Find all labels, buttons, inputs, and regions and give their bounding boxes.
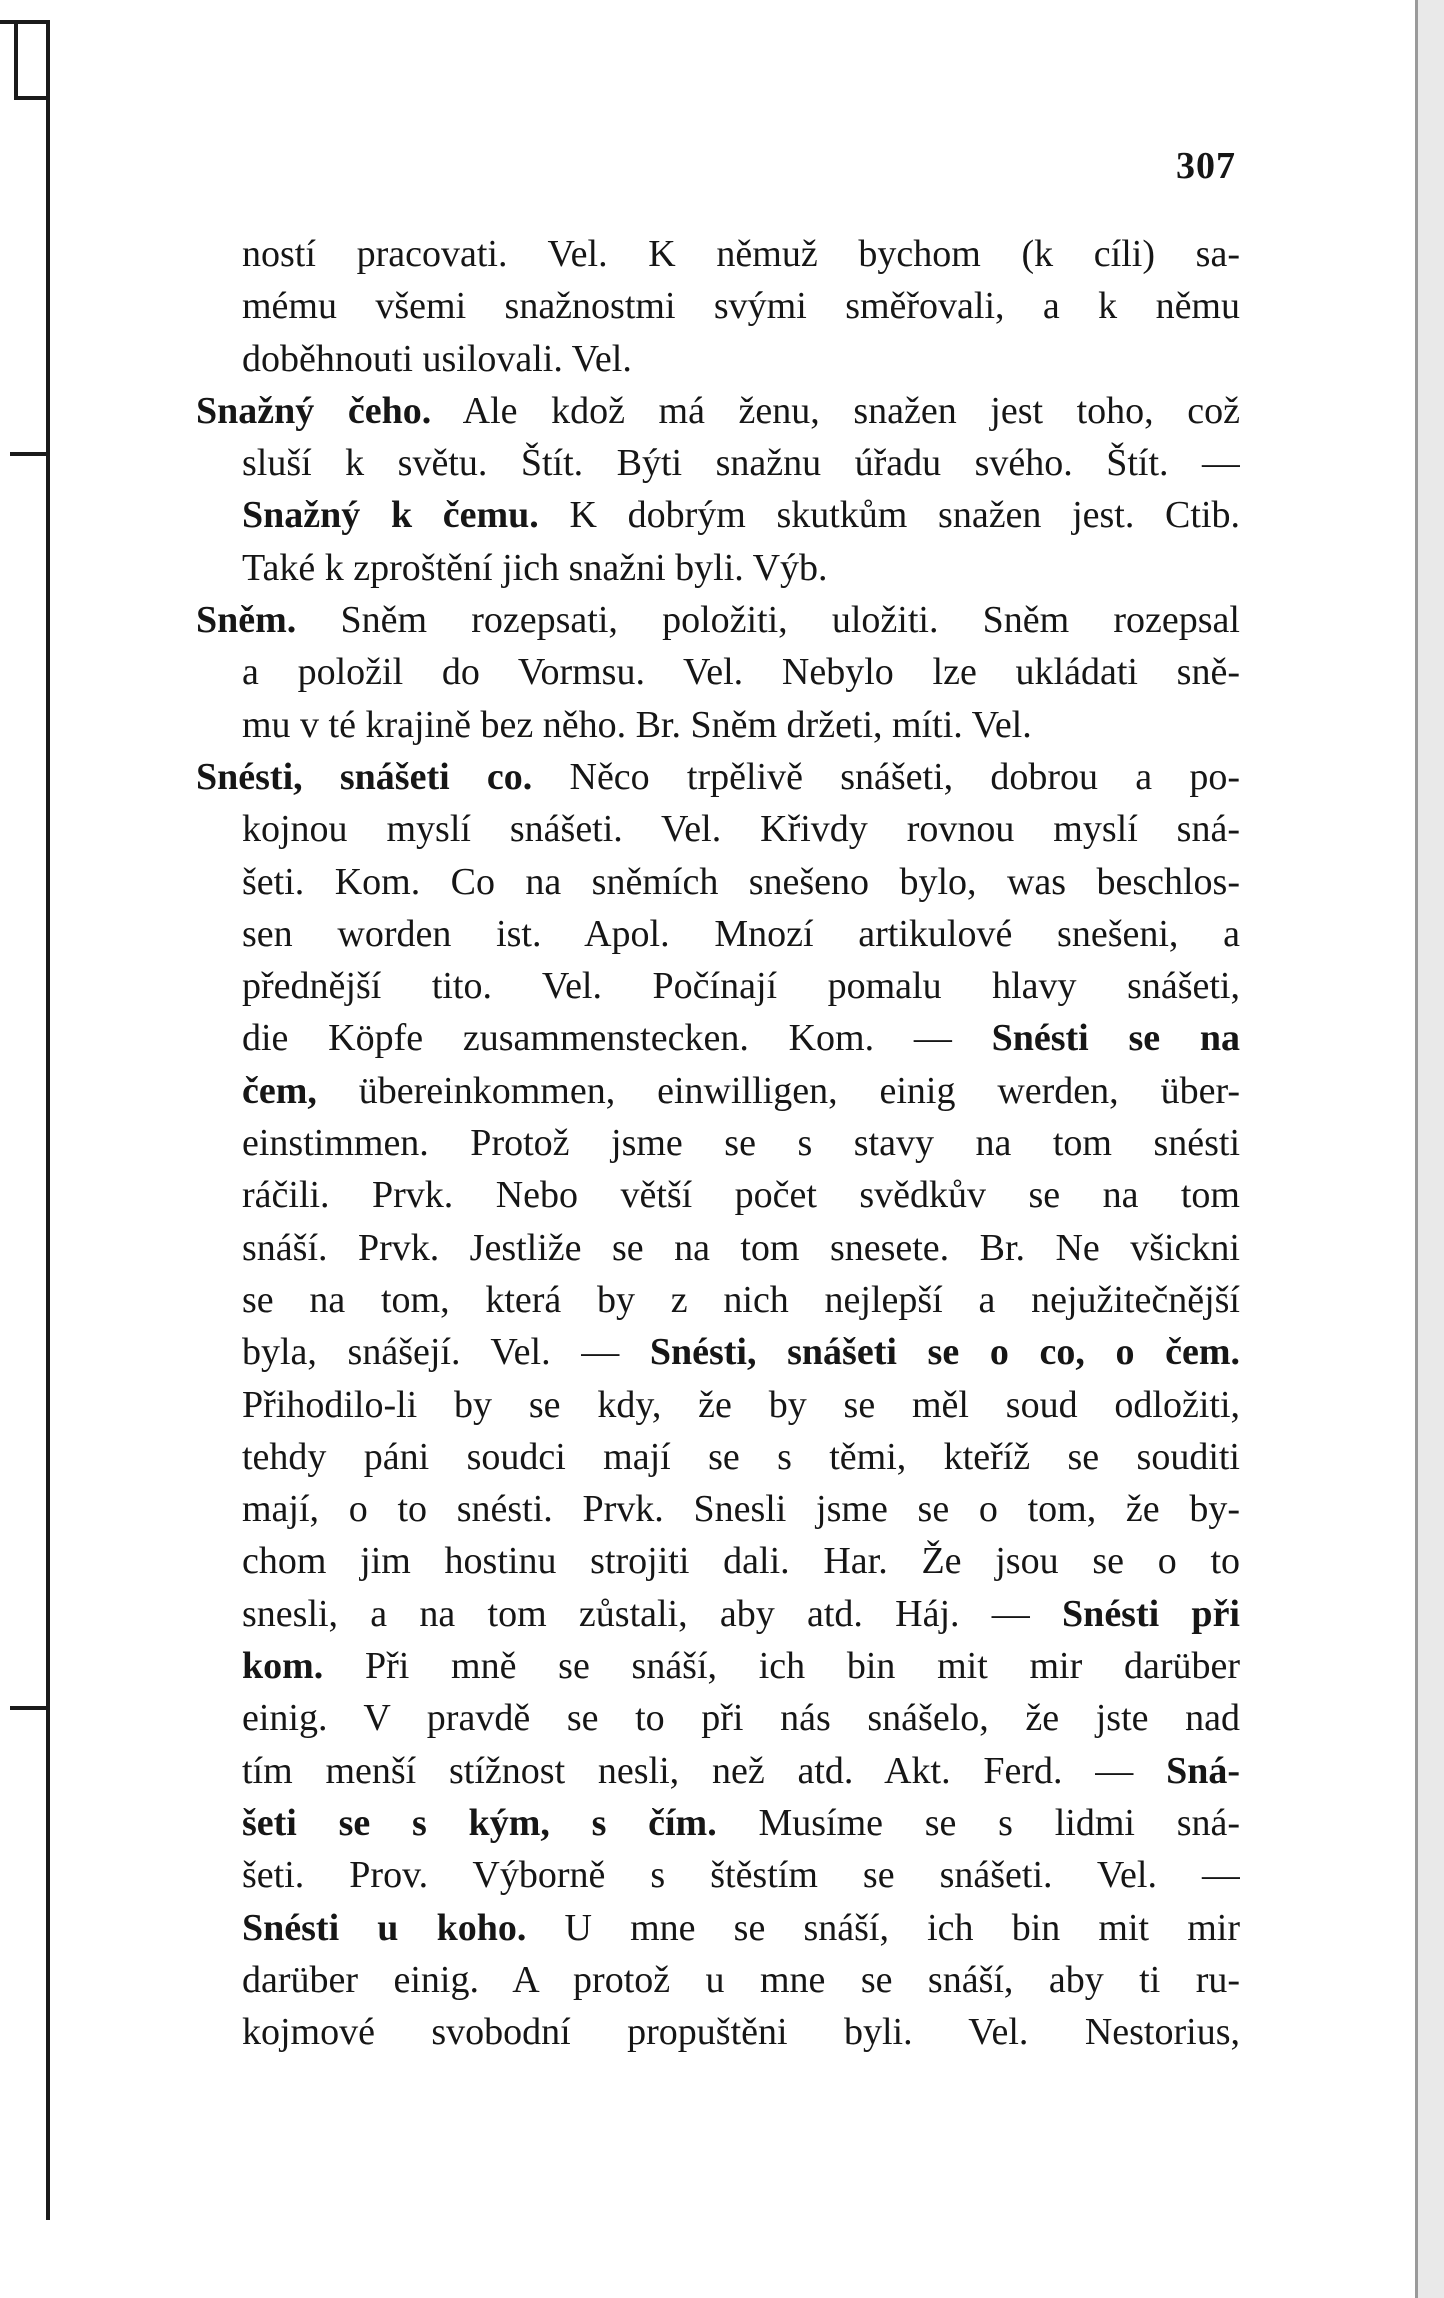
- text-line: [196, 1797, 1240, 1849]
- text-line: [196, 699, 1240, 751]
- text-run: tím menší stížnost nesli, než atd. Akt. Ferd. —: [242, 1749, 1167, 1792]
- text-line: [196, 960, 1240, 1012]
- headword: Snésti u koho.: [242, 1906, 527, 1949]
- scan-edge-mark: [14, 20, 18, 100]
- text-line: [196, 1535, 1240, 1587]
- text-run: darüber einig. A protož u mne se snáší, aby ti ru-: [242, 1958, 1240, 2001]
- headword: Sná-: [1166, 1749, 1240, 1792]
- text-line: [196, 1065, 1240, 1117]
- text-run: přednější tito. Vel. Počínají pomalu hlavy snášeti,: [242, 965, 1240, 1008]
- text-line: [196, 280, 1240, 332]
- text-run: die Köpfe zusammenstecken. Kom. —: [242, 1017, 992, 1060]
- text-line: [196, 333, 1240, 385]
- text-line: [196, 1012, 1240, 1064]
- text-line: [196, 908, 1240, 960]
- text-line: [196, 1849, 1240, 1901]
- text-line: [196, 1692, 1240, 1744]
- text-run: mají, o to snésti. Prvk. Snesli jsme se o tom, že by-: [242, 1488, 1240, 1531]
- text-run: chom jim hostinu strojiti dali. Har. Že jsou se o to: [242, 1540, 1240, 1583]
- scan-right-margin: [1415, 0, 1444, 2298]
- text-line: [196, 437, 1240, 489]
- text-line: [196, 856, 1240, 908]
- text-run: se na tom, která by z nich nejlepší a nejužitečnější: [242, 1278, 1240, 1321]
- headword: čem,: [242, 1069, 317, 1112]
- text-line: [196, 1326, 1240, 1378]
- text-run: sluší k světu. Štít. Býti snažnu úřadu svého. Štít. —: [242, 442, 1240, 485]
- text-run: Ale kdož má ženu, snažen jest toho, což: [431, 389, 1240, 432]
- text-line: [196, 594, 1240, 646]
- text-run: snesli, a na tom zůstali, aby atd. Háj. —: [242, 1592, 1063, 1635]
- text-run: Něco trpělivě snášeti, dobrou a po-: [532, 755, 1240, 798]
- text-line: [196, 1954, 1240, 2006]
- text-run: K dobrým skutkům snažen jest. Ctib.: [538, 494, 1240, 537]
- headword: Snažný k čemu.: [242, 494, 539, 537]
- text-line: [196, 1431, 1240, 1483]
- headword: Snésti se na: [991, 1017, 1240, 1060]
- text-run: šeti. Prov. Výborně s štěstím se snášeti. Vel. —: [242, 1854, 1240, 1897]
- text-line: [196, 385, 1240, 437]
- text-run: sen worden ist. Apol. Mnozí artikulové snešeni, a: [242, 912, 1240, 955]
- text-line: [196, 1117, 1240, 1169]
- text-line: [196, 1483, 1240, 1535]
- text-line: [196, 1169, 1240, 1221]
- text-run: einig. V pravdě se to při nás snášelo, že jste nad: [242, 1697, 1240, 1740]
- scan-left-margin: [0, 0, 52, 2298]
- scan-edge-mark: [14, 96, 50, 100]
- text-run: byla, snášejí. Vel. —: [242, 1331, 650, 1374]
- headword: Snésti, snášeti se o co, o čem.: [649, 1331, 1240, 1374]
- headword: Snažný čeho.: [196, 389, 432, 432]
- headword: kom.: [242, 1645, 324, 1688]
- page-number: 307: [1176, 145, 1236, 187]
- scan-edge-mark: [0, 20, 48, 24]
- text-run: Sněm rozepsati, položiti, uložiti. Sněm rozepsal: [296, 599, 1240, 642]
- text-run: tehdy páni soudci mají se s těmi, kteříž se souditi: [242, 1435, 1240, 1478]
- text-line: [196, 489, 1240, 541]
- text-run: šeti. Kom. Co na sněmích snešeno bylo, was beschlos-: [242, 860, 1240, 903]
- headword: Snésti při: [1062, 1592, 1240, 1635]
- text-run: Při mně se snáší, ich bin mit mir darüber: [323, 1645, 1240, 1688]
- text-line: [196, 1379, 1240, 1431]
- text-run: a položil do Vormsu. Vel. Nebylo lze ukládati sně-: [242, 651, 1240, 694]
- headword: Sněm.: [196, 599, 297, 642]
- text-run: U mne se snáší, ich bin mit mir: [526, 1906, 1240, 1949]
- scan-edge-line: [46, 20, 50, 2220]
- text-line: [196, 542, 1240, 594]
- page-text: [196, 228, 1240, 2058]
- text-line: [196, 646, 1240, 698]
- text-run: übereinkommen, einwilligen, einig werden, über-: [316, 1069, 1240, 1112]
- text-run: einstimmen. Protož jsme se s stavy na tom snésti: [242, 1122, 1240, 1165]
- text-line: [196, 2006, 1240, 2058]
- text-run: kojnou myslí snášeti. Vel. Křivdy rovnou myslí sná-: [242, 808, 1240, 851]
- text-run: kojmové svobodní propuštěni byli. Vel. Nestorius,: [242, 2011, 1240, 2054]
- text-run: Také k zproštění jich snažni byli. Výb.: [242, 546, 828, 589]
- text-run: Přihodilo-li by se kdy, že by se měl soud odložiti,: [242, 1383, 1240, 1426]
- text-line: [196, 228, 1240, 280]
- text-run: mu v té krajině bez něho. Br. Sněm držeti, míti. Vel.: [242, 703, 1032, 746]
- text-line: [196, 1902, 1240, 1954]
- text-line: [196, 803, 1240, 855]
- text-run: snáší. Prvk. Jestliže se na tom snesete. Br. Ne všickni: [242, 1226, 1240, 1269]
- scan-edge-mark: [10, 1706, 50, 1710]
- scan-edge-mark: [10, 452, 50, 456]
- text-run: ností pracovati. Vel. K němuž bychom (k cíli) sa-: [242, 233, 1240, 275]
- text-line: [196, 1274, 1240, 1326]
- headword: šeti se s kým, s čím.: [242, 1801, 717, 1844]
- text-line: [196, 1222, 1240, 1274]
- text-line: [196, 1588, 1240, 1640]
- headword: Snésti, snášeti co.: [196, 755, 533, 798]
- text-line: [196, 1640, 1240, 1692]
- text-run: Musíme se s lidmi sná-: [716, 1801, 1240, 1844]
- text-run: mému všemi snažnostmi svými směřovali, a k němu: [242, 285, 1240, 328]
- text-line: [196, 1745, 1240, 1797]
- text-run: ráčili. Prvk. Nebo větší počet svědkův se na tom: [242, 1174, 1240, 1217]
- text-run: doběhnouti usilovali. Vel.: [242, 337, 632, 380]
- text-line: [196, 751, 1240, 803]
